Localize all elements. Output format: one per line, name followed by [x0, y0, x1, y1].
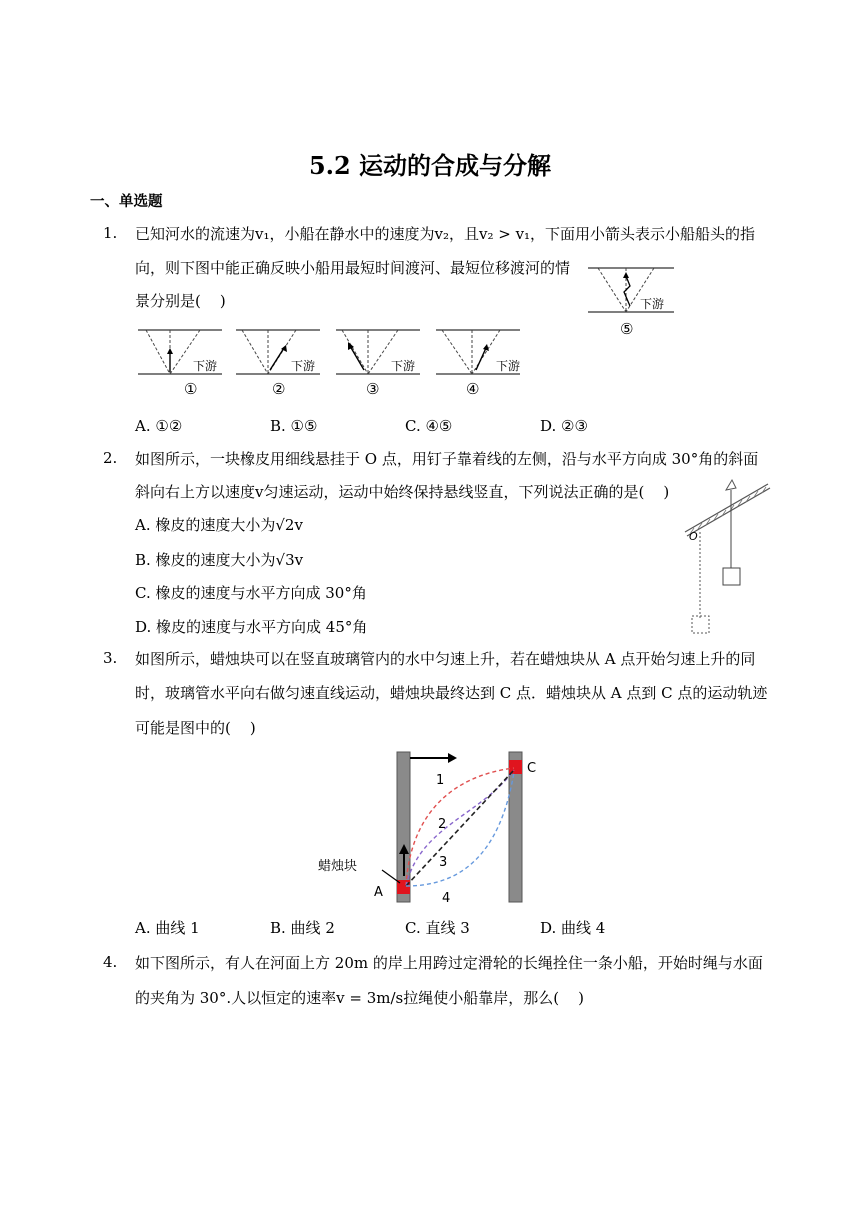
figure-number: ③: [366, 380, 380, 398]
figure-number: ⑤: [620, 320, 634, 338]
question-4-line-2: 的夹角为 30°.人以恒定的速率v = 3m/s拉绳使小船靠岸，那么( ): [135, 989, 584, 1007]
downstream-label: 下游: [391, 359, 416, 373]
question-2-option-a[interactable]: A. 橡皮的速度大小为√2v: [135, 516, 303, 534]
downstream-label: 下游: [496, 359, 521, 373]
downstream-label: 下游: [640, 297, 665, 311]
question-3-option-b[interactable]: B. 曲线 2: [270, 919, 335, 937]
question-1-number: 1.: [103, 224, 118, 242]
curve-label: 3: [439, 855, 448, 870]
page-title: 5.2 运动的合成与分解: [308, 151, 552, 180]
question-2-line-2: 斜向右上方以速度v匀速运动，运动中始终保持悬线竖直，下列说法正确的是( ): [135, 483, 670, 501]
candle-label: 蜡烛块: [318, 859, 358, 874]
point-a-label: A: [374, 885, 383, 900]
question-2-line-1: 如图所示，一块橡皮用细线悬挂于 O 点，用钉子靠着线的左侧，沿与水平方向成 30°角的斜面: [135, 450, 759, 468]
figure-1: [138, 330, 222, 398]
question-1-line-3: 景分别是( ): [135, 292, 226, 310]
downstream-label: 下游: [291, 359, 316, 373]
question-4-line-1: 如下图所示，有人在河面上方 20m 的岸上用跨过定滑轮的长绳拴住一条小船，开始时绳与水面: [135, 954, 763, 972]
point-o-label: O: [689, 530, 698, 543]
point-c-label: C: [527, 761, 537, 776]
question-1-line-1: 已知河水的流速为v₁，小船在静水中的速度为v₂，且v₂ > v₁，下面用小箭头表示小船船头的指: [135, 225, 756, 243]
question-1-option-d[interactable]: D. ②③: [540, 417, 588, 435]
question-1-option-c[interactable]: C. ④⑤: [405, 417, 453, 435]
question-1-figures-1-4: [130, 318, 530, 400]
question-1-option-b[interactable]: B. ①⑤: [270, 417, 318, 435]
curve-label: 2: [438, 817, 447, 832]
curve-label: 1: [436, 773, 445, 788]
question-1-option-a[interactable]: A. ①②: [135, 417, 183, 435]
figure-number: ①: [184, 380, 198, 398]
figure-number: ②: [272, 380, 286, 398]
question-3-option-c[interactable]: C. 直线 3: [405, 919, 470, 937]
question-3-line-2: 时，玻璃管水平向右做匀速直线运动，蜡烛块最终达到 C 点．蜡烛块从 A 点到 C 点的运动轨迹: [135, 684, 768, 702]
question-4-number: 4.: [103, 953, 118, 971]
question-2-option-c[interactable]: C. 橡皮的速度与水平方向成 30°角: [135, 584, 367, 602]
figure-3: [336, 330, 420, 398]
downstream-label: 下游: [193, 359, 218, 373]
figure-number: ④: [466, 380, 480, 398]
question-2-option-d[interactable]: D. 橡皮的速度与水平方向成 45°角: [135, 618, 368, 636]
figure-2: [236, 330, 320, 398]
question-3-option-a[interactable]: A. 曲线 1: [135, 919, 200, 937]
question-3-option-d[interactable]: D. 曲线 4: [540, 919, 606, 937]
question-3-line-3: 可能是图中的( ): [135, 719, 256, 737]
question-2-option-b[interactable]: B. 橡皮的速度大小为√3v: [135, 551, 304, 569]
question-3-figure: [300, 746, 560, 908]
curve-label: 4: [442, 891, 451, 906]
question-3-line-1: 如图所示，蜡烛块可以在竖直玻璃管内的水中匀速上升，若在蜡烛块从 A 点开始匀速上升的同: [135, 650, 756, 668]
question-1-line-2: 向，则下图中能正确反映小船用最短时间渡河、最短位移渡河的情: [135, 259, 571, 277]
question-1-figure-5: [586, 262, 676, 342]
question-3-number: 3.: [103, 649, 118, 667]
section-heading: 一、单选题: [90, 193, 163, 210]
question-2-figure: [680, 476, 775, 638]
question-2-number: 2.: [103, 449, 118, 467]
figure-4: [436, 330, 520, 398]
